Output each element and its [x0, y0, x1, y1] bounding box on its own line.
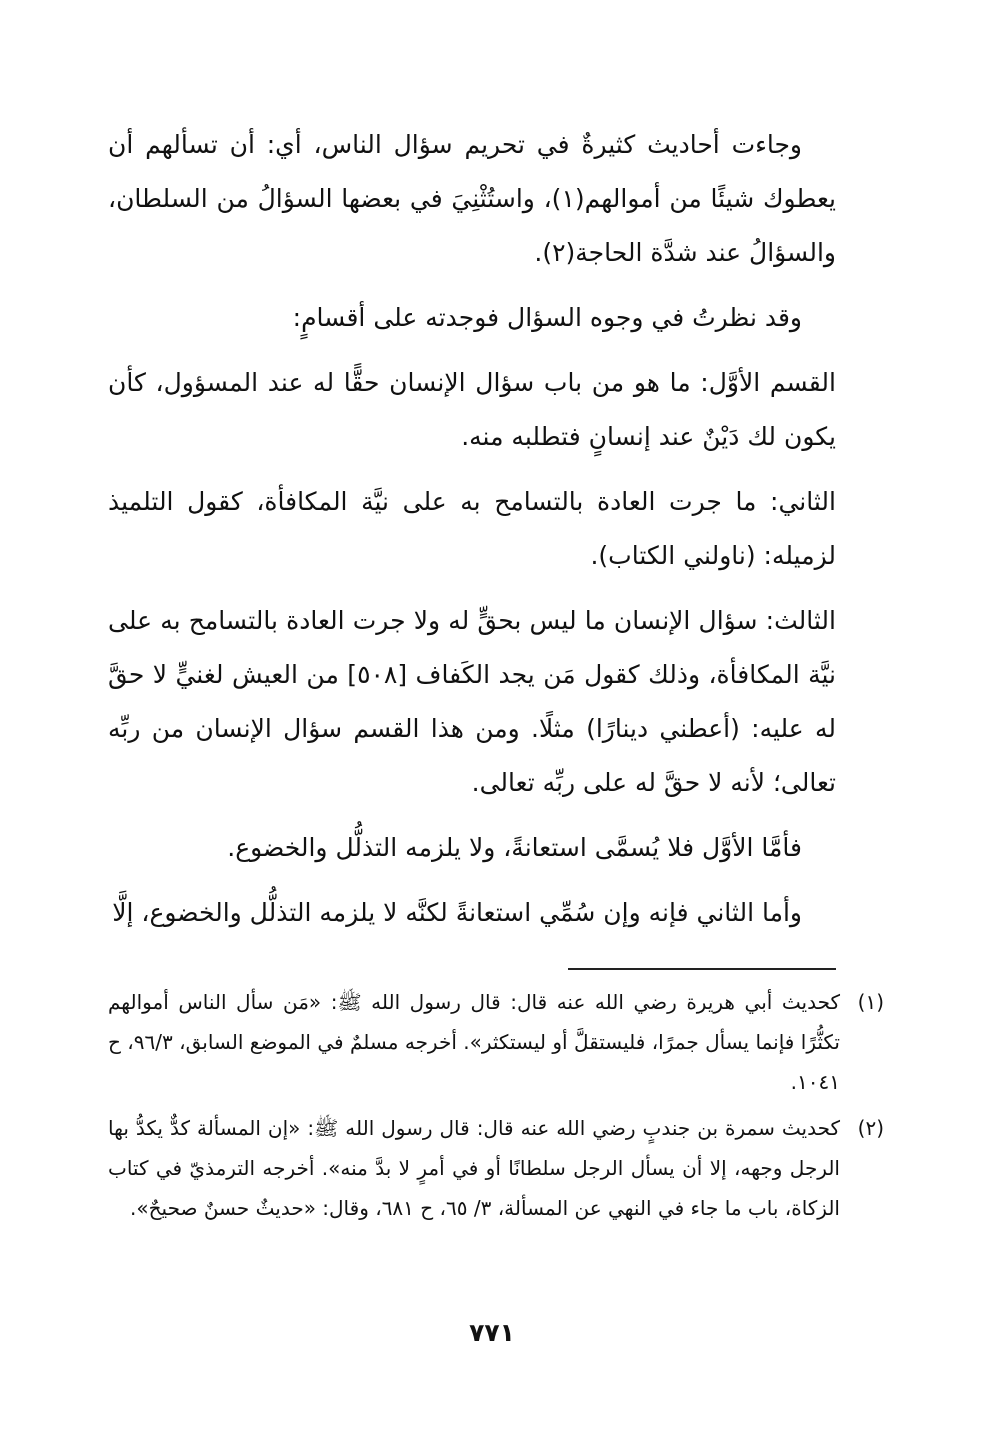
paragraph: الثالث: سؤال الإنسان ما ليس بحقٍّ له ولا جرت العادة بالتسامح به على نيَّة المكافأة، وذلك كقول مَن يجد الكَفاف [٥٠٨] من العيش لغنيٍّ لا حقَّ له عليه: (أعطني دينارًا) مثلًا. ومن هذا القسم سؤال الإنسان من ربِّه تعالى؛ لأنه لا حقَّ له على ربِّه تعالى. [108, 606, 837, 797]
paragraph: القسم الأوَّل: ما هو من باب سؤال الإنسان حقًّا له عند المسؤول، كأن يكون لك دَيْنٌ عند إنسانٍ فتطلبه منه. [108, 368, 836, 451]
footnote [108, 1108, 884, 1228]
footnote-separator [568, 968, 836, 970]
footnotes [108, 982, 884, 1234]
footnote [108, 982, 884, 1102]
paragraph: وجاءت أحاديث كثيرةٌ في تحريم سؤال الناس، أي: أن تسألهم أن يعطوك شيئًا من أموالهم(١)، واستُثْنِيَ في بعضها السؤالُ من السلطان، والسؤالُ عند شدَّة الحاجة(٢). [108, 130, 836, 267]
footnote-text: كحديث أبي هريرة رضي الله عنه قال: قال رسول الله ﷺ: «مَن سأل الناس أموالهم تكثُّرًا فإنما يسأل جمرًا، فليستقلَّ أو ليستكثر». أخرجه مسلمٌ في الموضع السابق، ٩٦/٣، ح ١٠٤١. [108, 990, 840, 1094]
footnote-number: (٢) [857, 1116, 884, 1140]
paragraph: وأما الثاني فإنه وإن سُمِّي استعانةً لكنَّه لا يلزمه التذلُّل والخضوع، إلَّا [112, 898, 802, 927]
paragraph: الثاني: ما جرت العادة بالتسامح به على نيَّة المكافأة، كقول التلميذ لزميله: (ناولني الكتاب). [108, 487, 836, 570]
paragraph: وقد نظرتُ في وجوه السؤال فوجدته على أقسامٍ: [292, 303, 802, 332]
footnote-number: (١) [857, 990, 884, 1014]
paragraph: فأمَّا الأوَّل فلا يُسمَّى استعانةً، ولا يلزمه التذلُّل والخضوع. [227, 833, 802, 862]
main-text [108, 118, 836, 951]
page-number: ٧٧١ [469, 1318, 515, 1347]
footnote-text: كحديث سمرة بن جندبٍ رضي الله عنه قال: قال رسول الله ﷺ: «إن المسألة كدٌّ يكدُّ بها الرجل وجهه، إلا أن يسأل الرجل سلطانًا أو في أمرٍ لا بدَّ منه». أخرجه الترمذيّ في كتاب الزكاة، باب ما جاء في النهي عن المسألة، ٣/ ٦٥، ح ٦٨١، وقال: «حديثٌ حسنٌ صحيحٌ». [108, 1116, 840, 1220]
